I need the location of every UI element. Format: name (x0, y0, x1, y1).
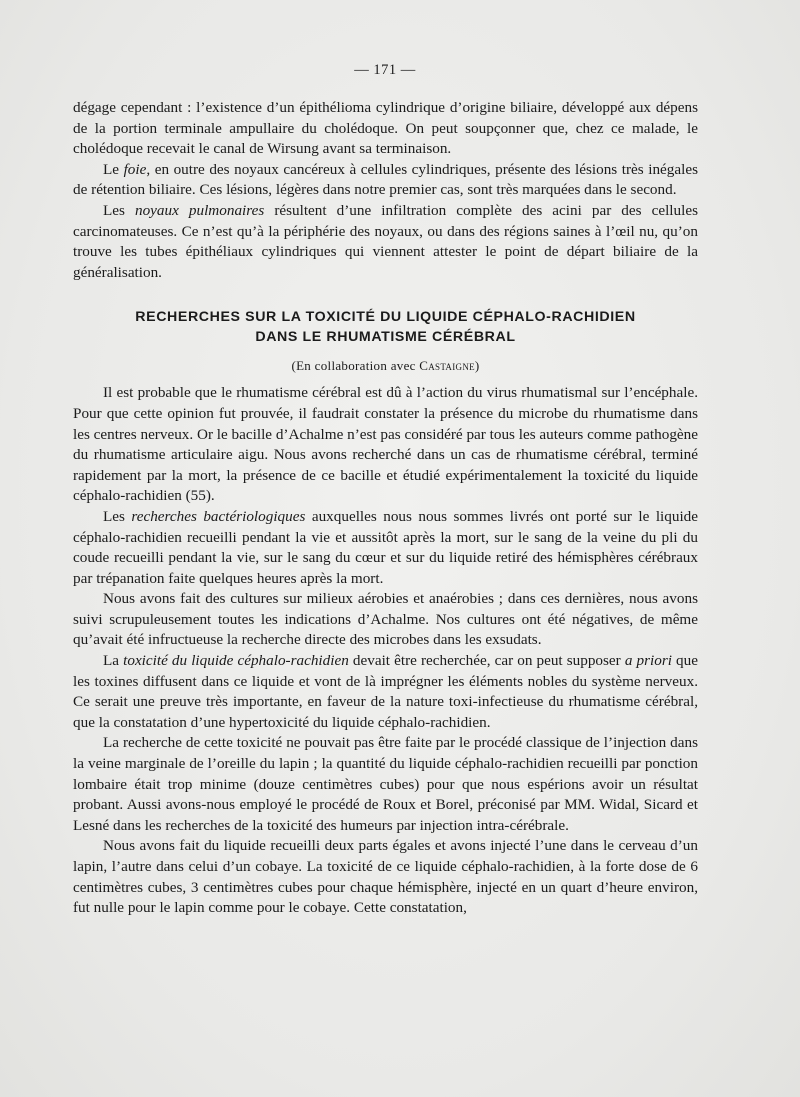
paragraph-foie (73, 160, 698, 201)
italic-term: recherches bactériologiques (131, 507, 306, 525)
text-run: devait être recherchée, car on peut supposer (348, 652, 625, 670)
page-content (73, 98, 698, 919)
text-run: Le (103, 160, 124, 178)
italic-term: toxicité du liquide céphalo-rachidien (123, 652, 349, 670)
page-number: — 171 — (354, 62, 416, 78)
section-title-line-2: DANS LE RHUMATISME CÉRÉBRAL (255, 329, 516, 346)
collab-prefix: (En collaboration avec (291, 358, 420, 374)
paragraph-body-4 (73, 651, 698, 733)
paragraph-body-2 (73, 507, 698, 589)
paragraph-body-3: Nous avons fait des cultures sur milieux aérobies et anaérobies ; dans ces dernières, nous avons suivi scrupuleusement toutes les indications d’Achalme. Nos cultures ont été négatives, de même qu’avait été infructueuse la recherche directe des microbes dans les exsudats. (73, 590, 698, 649)
collab-suffix: ) (474, 358, 480, 374)
italic-term: a priori (624, 652, 672, 670)
italic-term: foie (123, 160, 147, 178)
paragraph-body-1: Il est probable que le rhumatisme cérébral est dû à l’action du virus rhumatismal sur l’encéphale. Pour que cette opinion fut prouvée, il faudrait constater la présence du microbe du rhumatisme dans les centres nerveux. Or le bacille d’Achalme n’est pas considéré par tous les auteurs comme pathogène du rhumatisme articulaire aigu. Nous avons recherché dans un cas de rhumatisme cérébral, terminé rapidement par la mort, la présence de ce bacille et étudié expérimentalement la toxicité du liquide céphalo-rachidien (55). (73, 384, 698, 505)
text-run: La (103, 652, 124, 670)
paragraph-noyaux (73, 201, 698, 283)
paragraph-body-5: La recherche de cette toxicité ne pouvait pas être faite par le procédé classique de l’injection dans la veine marginale de l’oreille du lapin ; la quantité du liquide céphalo-rachidien recueilli par ponction lombaire était trop minime (douze centimètres cubes) pour que nous espérions avoir un résultat probant. Aussi avons-nous employé le procédé de Roux et Borel, préconisé par MM. Widal, Sicard et Lesné dans les recherches de la toxicité des humeurs par injection intra-cérébrale. (73, 734, 698, 834)
section-title (73, 307, 698, 347)
text-run: résultent d’une infiltration complète des acini par des cellules carcinomateuses. Ce n’est qu’à la périphérie des noyaux, ou dans des régions saines à l’œil nu, qu’on trouve les tubes épithéliaux cylindriques qui viennent attester le point de départ biliaire de la généralisation. (73, 201, 698, 281)
paragraph-body-6: Nous avons fait du liquide recueilli deux parts égales et avons injecté l’une dans le cerveau d’un lapin, l’autre dans celui d’un cobaye. La toxicité de ce liquide céphalo-rachidien, à la forte dose de 6 centimètres cubes, 3 centimètres cubes pour chaque hémisphère, injecté en un quart d’heure environ, fut nulle pour le lapin comme pour le cobaye. Cette constatation, (73, 837, 698, 917)
section-title-line-1: RECHERCHES SUR LA TOXICITÉ DU LIQUIDE CÉPHALO-RACHIDIEN (135, 309, 636, 326)
italic-term: noyaux pulmonaires (134, 201, 265, 219)
collaboration-note (73, 358, 698, 374)
text-run: Les (103, 507, 132, 525)
text-run: auxquelles nous nous sommes livrés ont porté sur le liquide céphalo-rachidien recueilli pendant la vie et aussitôt après la mort, sur le sang de la veine du pli du coude recueilli pendant la vie, sur le sang du cœur et sur du liquide retiré des hémisphères cérébraux par trépanation faite quelques heures après la mort. (73, 507, 699, 587)
text-run: que les toxines diffusent dans ce liquide et vont de là imprégner les éléments nobles du système nerveux. Ce serait une preuve très importante, en faveur de la nature toxi-infectieuse du rhumatisme cérébral, que la constatation d’une hypertoxicité du liquide céphalo-rachidien. (73, 652, 698, 731)
text-run: , en outre des noyaux cancéreux à cellules cylindriques, présente des lésions très inégales de rétention biliaire. Ces lésions, légères dans notre premier cas, sont très marquées dans le second. (73, 160, 698, 199)
collab-author: Castaigne (419, 358, 475, 374)
paragraph-intro: dégage cependant : l’existence d’un épithélioma cylindrique d’origine biliaire, développé aux dépens de la portion terminale ampullaire du cholédoque. On peut soupçonner que, chez ce malade, le cholédoque recevait le canal de Wirsung avant sa terminaison. (73, 99, 698, 158)
text-run: Les (103, 201, 135, 219)
